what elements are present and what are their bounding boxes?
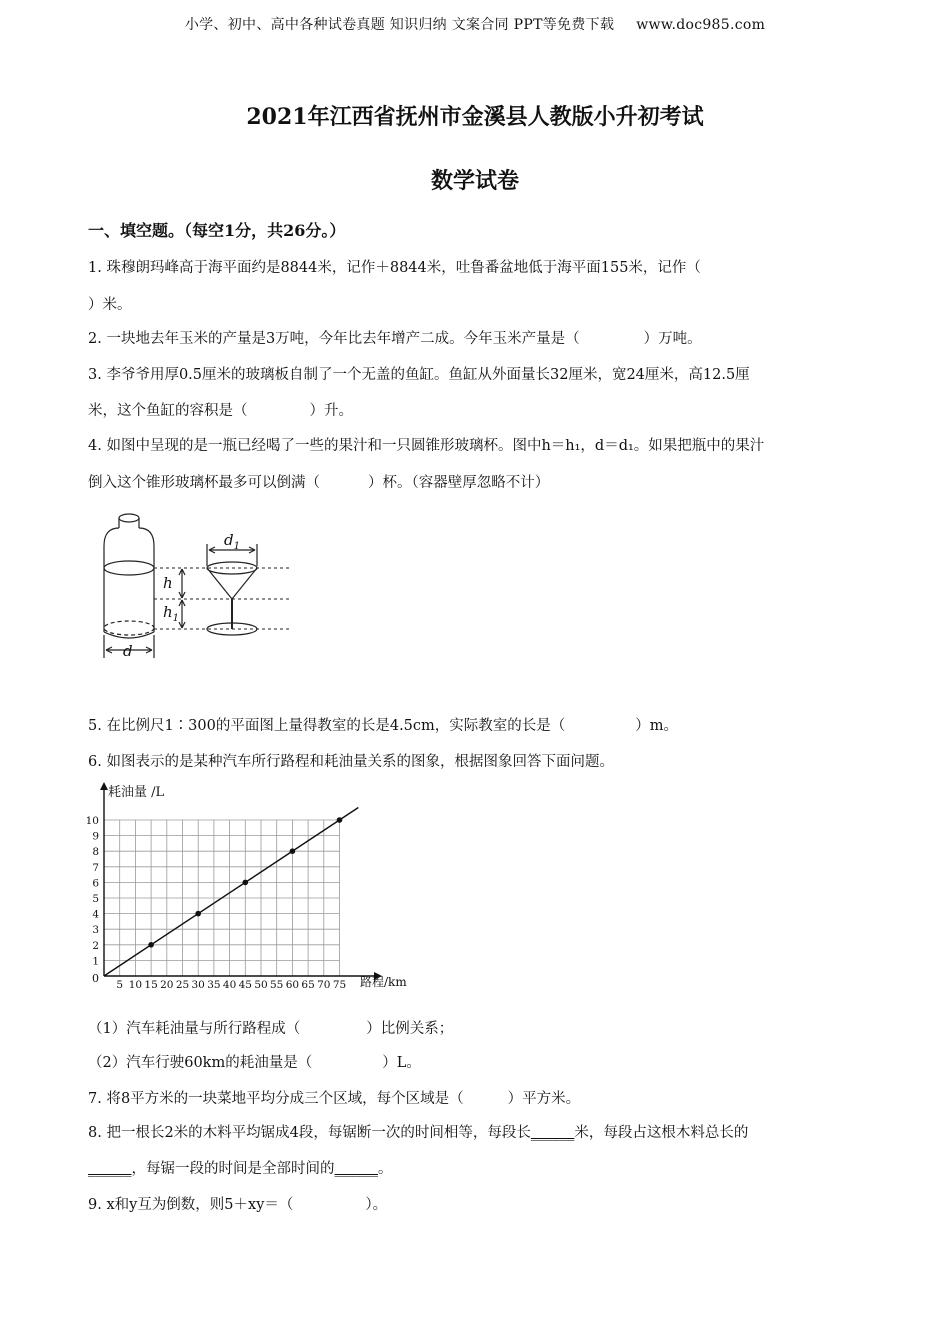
question-9-text: 9. x和y互为倒数，则5＋xy＝（ (88, 1197, 294, 1213)
question-2-text: 2. 一块地去年玉米的产量是3万吨，今年比去年增产二成。今年玉米产量是（ (88, 331, 580, 347)
question-8-text-3: ，每锯一段的时间是全部时间的 (131, 1161, 335, 1177)
question-3-line-1: 3. 李爷爷用厚0.5厘米的玻璃板自制了一个无盖的鱼缸。鱼缸从外面量长32厘米，宽24厘米，高12.5厘 (88, 367, 750, 383)
section-heading: 一、填空题。（每空1分，共26分。） (88, 221, 346, 240)
question-1-line-2: ）米。 (88, 297, 132, 313)
bottle-liquid-top (104, 561, 154, 575)
data-point (243, 880, 249, 886)
data-point (148, 942, 154, 948)
y-tick-label: 7 (92, 861, 99, 874)
header-text: 小学、初中、高中各种试卷真题 知识归纳 文案合同 PPT等免费下载 (184, 17, 615, 33)
y-tick-label: 10 (85, 815, 99, 827)
data-point (195, 911, 201, 917)
question-5 (88, 714, 678, 735)
label-d: d (123, 642, 133, 660)
x-tick-label: 45 (238, 979, 252, 991)
x-tick-label: 60 (285, 979, 300, 991)
question-1-line-1: 1. 珠穆朗玛峰高于海平面约是8844米，记作＋8844米，吐鲁番盆地低于海平面155米，记作（ (88, 260, 701, 276)
y-tick-label: 9 (92, 830, 99, 843)
question-6-1-tail: ）比例关系； (366, 1021, 454, 1037)
label-h: h (163, 574, 173, 592)
x-tick-label: 70 (317, 979, 331, 991)
label-d1: $d_1$ (224, 531, 240, 552)
question-7-text: 7. 将8平方米的一块菜地平均分成三个区域，每个区域是（ (88, 1091, 464, 1107)
question-6: 6. 如图表示的是某种汽车所行路程和耗油量关系的图象，根据图象回答下面问题。 (88, 754, 614, 770)
question-4-tail: ）杯。（容器壁厚忽略不计） (368, 475, 550, 491)
label-h1: $h_1$ (163, 603, 180, 624)
y-tick-label: 3 (92, 924, 99, 937)
bottle-shoulder (104, 528, 154, 546)
page-header (0, 14, 950, 34)
bottle-cap-ellipse (119, 514, 139, 522)
answer-blank[interactable]: ______ (334, 1161, 378, 1177)
series-line (104, 808, 358, 976)
exam-title: 2021年江西省抚州市金溪县人教版小升初考试 (246, 104, 704, 130)
x-tick-label: 5 (116, 979, 124, 991)
data-point (290, 848, 296, 854)
fuel-distance-chart (84, 778, 420, 992)
answer-blank[interactable]: ______ (530, 1125, 575, 1141)
question-5-tail: ）m。 (635, 718, 679, 734)
x-tick-label: 20 (160, 979, 174, 991)
x-tick-label: 55 (270, 979, 284, 991)
question-6-1 (88, 1017, 453, 1038)
question-6-1-text: （1）汽车耗油量与所行路程成（ (88, 1021, 301, 1037)
exam-subtitle: 数学试卷 (430, 168, 519, 194)
x-tick-label: 35 (207, 979, 221, 991)
question-4-text: 倒入这个锥形玻璃杯最多可以倒满（ (88, 475, 320, 491)
answer-blank[interactable]: ______ (88, 1161, 132, 1177)
y-tick-label: 4 (92, 908, 99, 921)
question-2 (88, 327, 702, 348)
question-8-text: 8. 把一根长2米的木料平均锯成4段，每锯断一次的时间相等，每段长 (88, 1125, 531, 1141)
chart-y-label: 耗油量 /L (108, 785, 165, 800)
question-6-2-text: （2）汽车行驶60km的耗油量是（ (88, 1055, 313, 1071)
question-9-tail: ）。 (365, 1197, 388, 1213)
x-tick-label: 40 (222, 979, 237, 991)
y-tick-label: 6 (92, 877, 99, 890)
chart-x-label: 路程/km (360, 975, 407, 989)
header-site: www.doc985.com (636, 17, 766, 33)
question-4-line-2 (88, 471, 549, 492)
bottle-base-ellipse (104, 621, 154, 635)
question-8-line-2 (88, 1157, 393, 1178)
question-7-tail: ）平方米。 (507, 1091, 581, 1107)
question-4-line-1: 4. 如图中呈现的是一瓶已经喝了一些的果汁和一只圆锥形玻璃杯。图中h＝h₁，d＝d₁。如果把瓶中的果汁 (88, 438, 765, 454)
x-tick-label: 65 (301, 979, 315, 991)
bottle-cone-figure (96, 510, 296, 660)
x-tick-label: 75 (332, 979, 347, 991)
x-tick-label: 15 (144, 979, 158, 991)
question-7 (88, 1087, 580, 1108)
data-point (337, 817, 343, 823)
chart-y-axis-arrow (100, 782, 108, 790)
y-tick-label: 2 (92, 939, 99, 952)
question-8-text-2: 米，每段占这根木料总长的 (574, 1125, 749, 1141)
question-8-line-1 (88, 1121, 748, 1142)
y-tick-label: 5 (92, 893, 99, 905)
question-2-tail: ）万吨。 (643, 331, 702, 347)
y-tick-label: 1 (92, 955, 99, 968)
x-tick-label: 25 (175, 979, 190, 991)
question-5-text: 5. 在比例尺1∶300的平面图上量得教室的长是4.5cm，实际教室的长是（ (88, 718, 566, 734)
question-6-2 (88, 1051, 421, 1072)
question-3-tail: ）升。 (309, 403, 353, 419)
question-9 (88, 1193, 387, 1214)
y-tick-label: 8 (92, 846, 99, 859)
question-6-2-tail: ）L。 (382, 1055, 421, 1071)
question-3-line-2 (88, 399, 353, 420)
question-8-tail: 。 (378, 1161, 393, 1177)
chart-series (104, 808, 358, 976)
x-tick-label: 10 (128, 979, 143, 991)
x-tick-label: 50 (254, 979, 268, 991)
question-3-text: 米，这个鱼缸的容积是（ (88, 403, 248, 419)
x-tick-label: 30 (191, 979, 205, 991)
chart-origin-label: 0 (92, 972, 99, 985)
